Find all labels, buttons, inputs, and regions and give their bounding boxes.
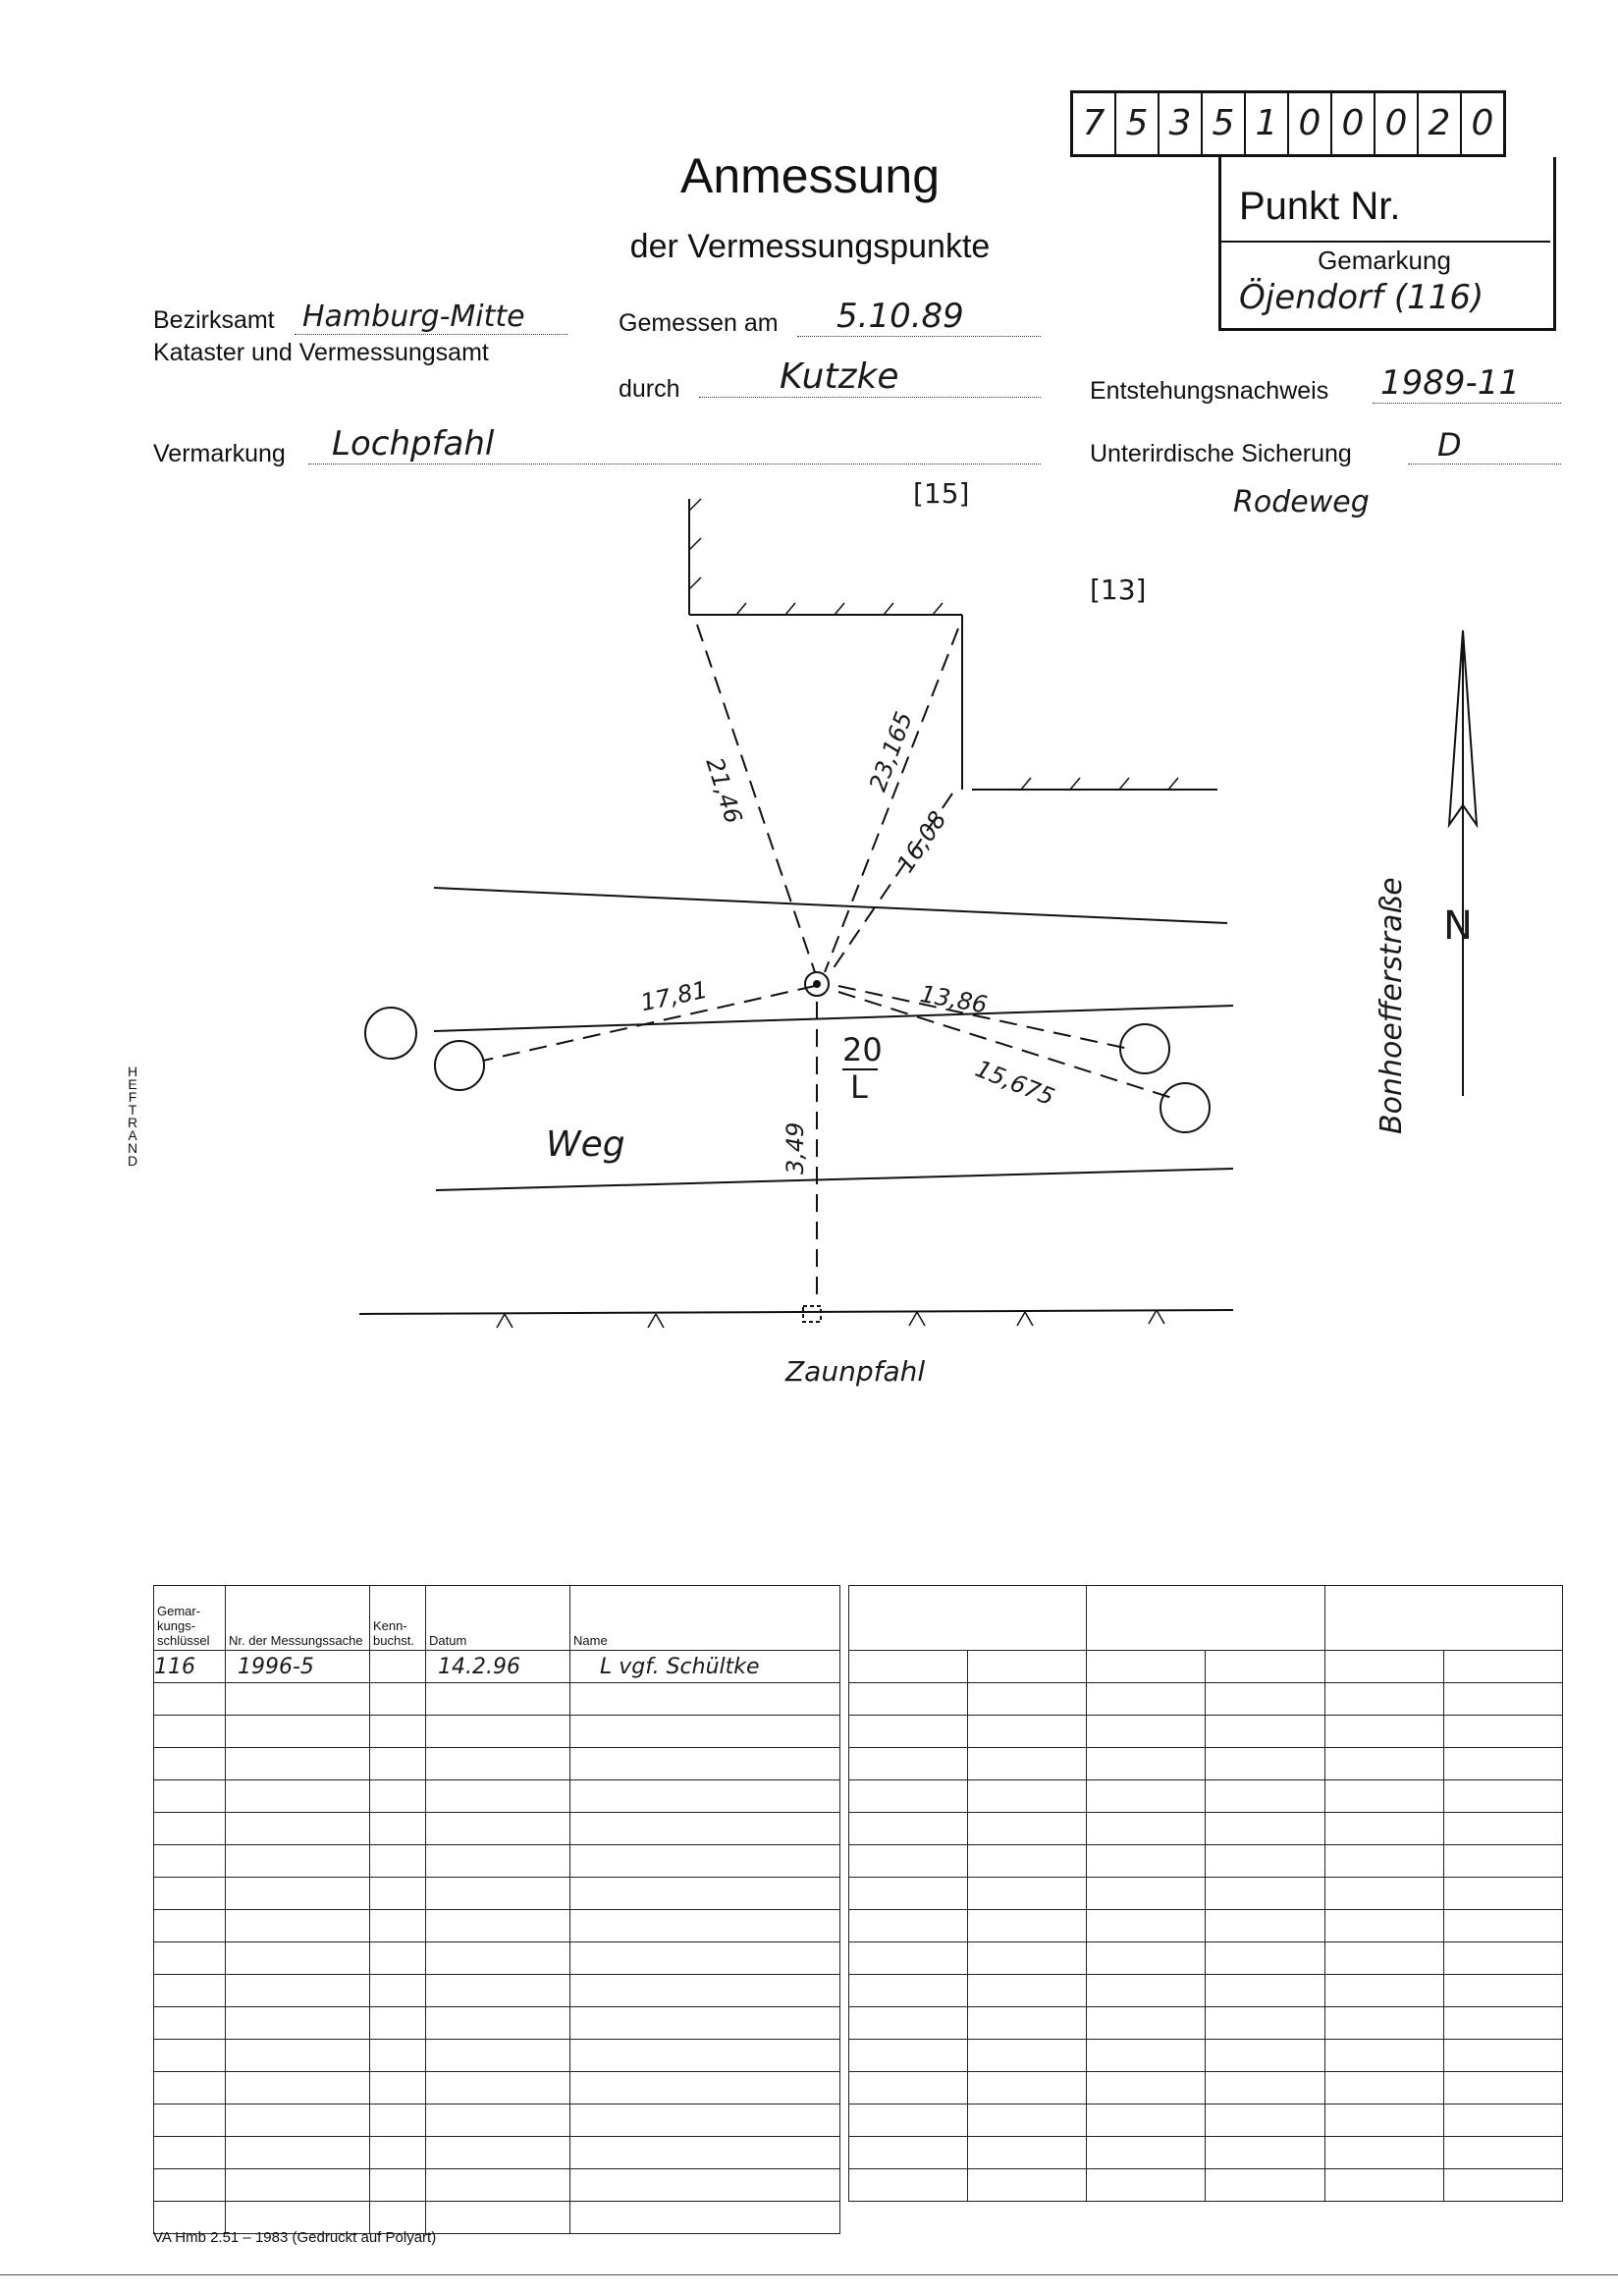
tree-circle [365,1008,416,1059]
punkt-digit: 1 [1246,93,1289,154]
header-kennbuchst: Kenn-buchst. [370,1586,426,1651]
gemarkung-value: Öjendorf (116) [1239,278,1484,317]
tree-circle [435,1041,484,1090]
table-row [849,1910,1563,1942]
north-label: N [1443,903,1473,949]
weg-label: Weg [546,1124,625,1165]
punkt-digit: 3 [1160,93,1203,154]
form-title: Anmessung [679,148,941,203]
punkt-digit: 0 [1289,93,1332,154]
table-row [849,2105,1563,2137]
entstehung-label: Entstehungsnachweis [1090,377,1329,405]
table-row [154,2169,840,2202]
table-row [154,1716,840,1748]
road-edge [434,888,1227,923]
gemessen-value: 5.10.89 [836,297,964,336]
table-row [154,1910,840,1942]
form-subtitle: der Vermessungspunkte [629,228,991,265]
table-row [849,2007,1563,2040]
header-name: Name [570,1586,840,1651]
road-edge [434,1006,1233,1031]
table-row [849,1780,1563,1813]
table-row [849,2169,1563,2202]
cell-datum: 14.2.96 [426,1651,570,1683]
table-row [849,1651,1563,1683]
form-footer: VA Hmb 2.51 – 1983 (Gedruckt auf Polyart) [153,2229,437,2246]
punkt-title: Punkt Nr. [1239,185,1401,228]
vermarkung-value: Lochpfahl [332,424,495,464]
distance-label: 15,675 [971,1055,1058,1112]
bonhoeffer-label: Bonhoefferstraße [1375,877,1409,1134]
cell-messungssache: 1996-5 [226,1651,370,1683]
table-row [849,2137,1563,2169]
table-row [154,1975,840,2007]
table-row [154,2007,840,2040]
punkt-digit: 2 [1419,93,1462,154]
hatch-marks [689,499,1178,790]
punkt-digit: 5 [1203,93,1246,154]
table-row [154,1651,840,1683]
table-row [849,2072,1563,2105]
zaunpfahl-marker [803,1306,821,1322]
table-row [154,1845,840,1878]
table-row [154,1878,840,1910]
vermarkung-label: Vermarkung [153,440,286,467]
durch-value: Kutzke [780,356,899,397]
table-row [154,1942,840,1975]
durch-label: durch [619,375,680,403]
header-datum: Datum [426,1586,570,1651]
punkt-digit: 0 [1332,93,1375,154]
punkt-digit: 7 [1073,93,1116,154]
table-row [849,1813,1563,1845]
unterirdisch-label: Unterirdische Sicherung [1090,440,1352,467]
distance-label: 23,165 [864,708,919,795]
measure-lines [483,625,1178,1302]
table-row [849,1683,1563,1716]
tree-circle [1160,1083,1210,1132]
cell-gemarkung: 116 [154,1651,226,1683]
distance-label: 16,08 [891,806,952,878]
table-row [154,1683,840,1716]
cell-kennbuchst [370,1651,426,1683]
table-row [154,1748,840,1780]
distance-label: 13,86 [918,980,990,1019]
record-table-right [848,1585,1563,2202]
table-row [849,1748,1563,1780]
road-edge [436,1169,1233,1190]
header-gemarkungsschluessel: Gemar-kungs-schlüssel [154,1586,226,1651]
punkt-digit: 5 [1116,93,1160,154]
gemessen-label: Gemessen am [619,309,779,337]
table-row [154,1813,840,1845]
record-table-left [153,1585,840,2234]
distance-label: 3,49 [782,1121,809,1175]
page-bottom-line [0,2274,1618,2275]
tree-circle [1120,1024,1169,1073]
cell-name: L vgf. Schültke [570,1651,840,1683]
label-15: [15] [913,477,970,510]
table-row [849,1845,1563,1878]
kataster-label: Kataster und Vermessungsamt [153,339,489,366]
table-row [154,2137,840,2169]
bezirksamt-label: Bezirksamt [153,306,275,334]
table-row [849,1942,1563,1975]
table-row [154,2105,840,2137]
punkt-digit: 0 [1471,103,1494,143]
table-row [154,2040,840,2072]
table-row [849,1878,1563,1910]
gemarkung-label: Gemarkung [1318,246,1451,275]
point-number: 20 [842,1031,883,1068]
table-row [849,1975,1563,2007]
table-row [154,1780,840,1813]
table-row [154,2072,840,2105]
survey-point-center [814,981,820,987]
header-messungssache: Nr. der Messungssache [226,1586,370,1651]
table-row [849,1716,1563,1748]
fence-line [359,1310,1233,1314]
distance-label: 21,46 [700,754,748,828]
point-type: L [850,1068,868,1106]
unterirdisch-value: D [1437,426,1462,464]
distance-label: 17,81 [638,975,711,1017]
rodeweg-label: Rodeweg [1233,485,1370,519]
bezirksamt-value: Hamburg-Mitte [302,300,525,334]
zaunpfahl-label: Zaunpfahl [785,1355,926,1388]
label-13: [13] [1090,574,1147,606]
entstehung-value: 1989-11 [1380,363,1521,403]
table-row [849,2040,1563,2072]
heftrand-text: HEFTRAND [127,1064,138,1169]
punkt-digit: 0 [1375,93,1419,154]
